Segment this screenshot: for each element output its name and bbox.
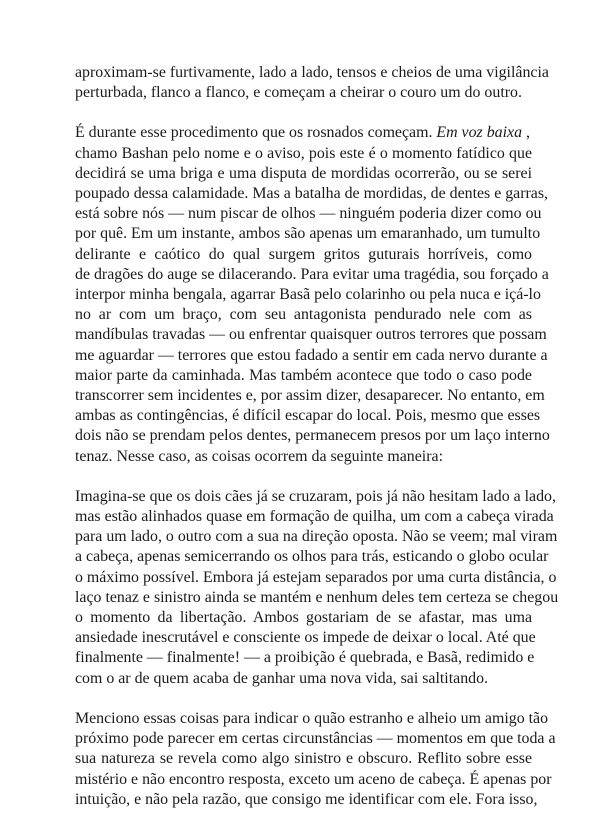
text-line: o momento da libertação. Ambos gostariam de se afastar, mas uma [75, 609, 532, 627]
paragraph-2 [75, 123, 550, 466]
text-line: delirante e caótico do qual surgem gritos guturais horríveis, como [75, 245, 532, 263]
text-line: a cabeça, apenas semicerrando os olhos para trás, esticando o globo ocular [75, 548, 549, 566]
paragraph-4 [75, 709, 556, 810]
text-line: interpor minha bengala, agarrar Basã pelo colarinho ou pela nuca e içá-lo [75, 286, 541, 304]
text-line: o máximo possível. Embora já estejam separados por uma curta distância, o [75, 568, 557, 586]
text-line: perturbada, flanco a flanco, e começam a cheirar o couro um do outro. [75, 84, 522, 102]
text-line: Imagina-se que os dois cães já se cruzaram, pois já não hesitam lado a lado, [75, 487, 556, 505]
text-line: sua natureza se revela como algo sinistro e obscuro. Reflito sobre esse [75, 750, 532, 768]
text-line: mandíbulas travadas — ou enfrentar quaisquer outros terrores que possam [75, 326, 547, 344]
text-line: próximo pode parecer em certas circunstâncias — momentos em que toda a [75, 730, 556, 748]
text-line-with-italic [75, 123, 532, 143]
text-line: laço tenaz e sinistro ainda se mantém e nenhum deles tem certeza se chegou [75, 588, 559, 606]
text-line: para um lado, o outro com a sua na direção oposta. Não se veem; mal viram [75, 528, 558, 546]
text-line: mas estão alinhados quase em formação de quilha, um com a cabeça virada [75, 508, 554, 526]
text-line: ambas as contingências, é difícil escapar do local. Pois, mesmo que esses [75, 407, 541, 425]
text-segment: , [522, 124, 530, 142]
text-line: mistério e não encontro resposta, exceto um aceno de cabeça. É apenas por [75, 770, 552, 788]
text-line: poupado dessa calamidade. Mas a batalha de mordidas, de dentes e garras, [75, 185, 549, 203]
paragraph-1 [75, 63, 549, 103]
text-line: finalmente — finalmente! — a proibição é quebrada, e Basã, redimido e [75, 649, 535, 667]
text-line: está sobre nós — num piscar de olhos — ninguém poderia dizer como ou [75, 205, 542, 223]
document-page [75, 63, 559, 830]
text-line: ansiedade inescrutável e consciente os impede de deixar o local. Até que [75, 629, 536, 647]
text-line: chamo Bashan pelo nome e o aviso, pois este é o momento fatídico que [75, 144, 532, 162]
text-line: com o ar de quem acaba de ganhar uma nova vida, sai saltitando. [75, 669, 489, 687]
text-line: me aguardar — terrores que estou fadado a sentir em cada nervo durante a [75, 346, 548, 364]
text-segment: É durante esse procedimento que os rosnados começam. [75, 124, 437, 142]
text-line: aproximam-se furtivamente, lado a lado, tensos e cheios de uma vigilância [75, 64, 549, 81]
text-line: transcorrer sem incidentes e, por assim dizer, desaparecer. No entanto, em [75, 387, 545, 405]
text-line: por quê. Em um instante, ambos são apenas um emaranhado, um tumulto [75, 225, 541, 243]
text-line: no ar com um braço, com seu antagonista pendurado nele com as [75, 306, 532, 324]
text-line: maior parte da caminhada. Mas também acontece que todo o caso pode [75, 366, 532, 384]
text-line: intuição, e não pela razão, que consigo me identificar com ele. Fora isso, [75, 790, 538, 808]
text-line: decidirá se uma briga e uma disputa de mordidas ocorrerão, ou se serei [75, 164, 532, 182]
paragraph-3 [75, 487, 559, 689]
text-line: tenaz. Nesse caso, as coisas ocorrem da seguinte maneira: [75, 447, 443, 465]
text-line: de dragões do auge se dilacerando. Para evitar uma tragédia, sou forçado a [75, 265, 549, 283]
text-line: dois não se prendam pelos dentes, permanecem presos por um laço interno [75, 427, 550, 445]
text-line: Menciono essas coisas para indicar o quão estranho e alheio um amigo tão [75, 709, 549, 727]
italic-phrase: Em voz baixa [436, 124, 523, 142]
